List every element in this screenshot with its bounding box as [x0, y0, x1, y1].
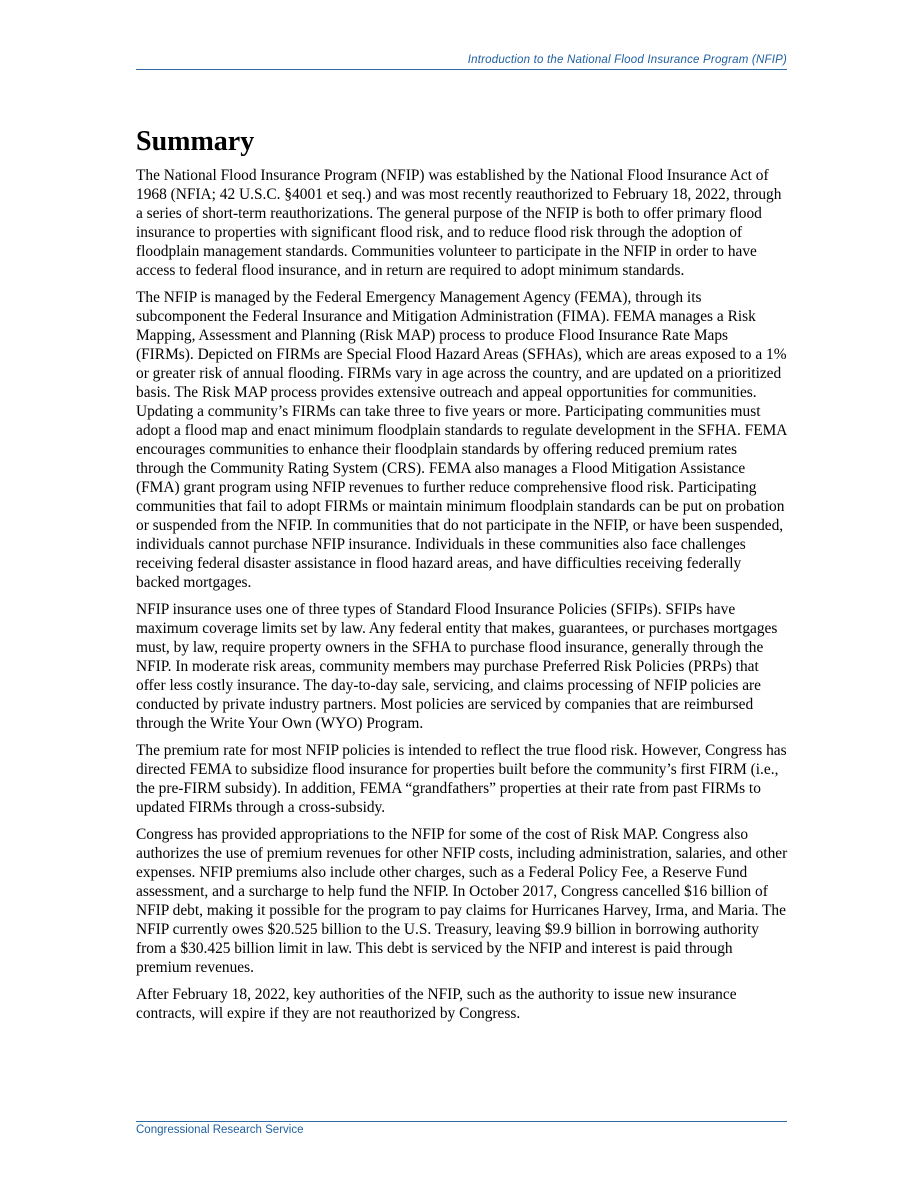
- footer-publisher: Congressional Research Service: [136, 1124, 304, 1136]
- footer-divider: [136, 1121, 787, 1122]
- summary-paragraph-2: The NFIP is managed by the Federal Emergency Management Agency (FEMA), through its subcomponent the Federal Insurance and Mitigation Administration (FIMA). FEMA manages a Risk Mapping, Assessment and Planning (Risk MAP) process to produce Flood Insurance Rate Maps (FIRMs). Depicted on FIRMs are Special Flood Hazard Areas (SFHAs), which are areas exposed to a 1% or greater risk of annual flooding. FIRMs vary in age across the country, and are updated on a prioritized basis. The Risk MAP process provides extensive outreach and appeal opportunities for communities. Updating a community’s FIRMs can take three to five years or more. Participating communities must adopt a flood map and enact minimum floodplain standards to regulate development in the SFHA. FEMA encourages communities to enhance their floodplain standards by offering reduced premium rates through the Community Rating System (CRS). FEMA also manages a Flood Mitigation Assistance (FMA) grant program using NFIP revenues to further reduce comprehensive flood risk. Participating communities that fail to adopt FIRMs or maintain minimum floodplain standards can be put on probation or suspended from the NFIP. In communities that do not participate in the NFIP, or have been suspended, individuals cannot purchase NFIP insurance. Individuals in these communities also face challenges receiving federal disaster assistance in flood hazard areas, and have difficulties receiving federally backed mortgages.: [136, 289, 787, 591]
- summary-section: [136, 124, 788, 1031]
- header-divider: [136, 69, 787, 70]
- summary-paragraph-5: Congress has provided appropriations to the NFIP for some of the cost of Risk MAP. Congress also authorizes the use of premium revenues for other NFIP costs, including administration, salaries, and other expenses. NFIP premiums also include other charges, such as a Federal Policy Fee, a Reserve Fund assessment, and a surcharge to help fund the NFIP. In October 2017, Congress cancelled $16 billion of NFIP debt, making it possible for the program to pay claims for Hurricanes Harvey, Irma, and Maria. The NFIP currently owes $20.525 billion to the U.S. Treasury, leaving $9.9 billion in borrowing authority from a $30.425 billion limit in law. This debt is serviced by the NFIP and interest is paid through premium revenues.: [136, 826, 788, 976]
- running-header-title: Introduction to the National Flood Insurance Program (NFIP): [467, 54, 787, 66]
- summary-paragraph-3: NFIP insurance uses one of three types of Standard Flood Insurance Policies (SFIPs). SFIPs have maximum coverage limits set by law. Any federal entity that makes, guarantees, or purchases mortgages must, by law, require property owners in the SFHA to purchase flood insurance, generally through the NFIP. In moderate risk areas, community members may purchase Preferred Risk Policies (PRPs) that offer less costly insurance. The day-to-day sale, servicing, and claims processing of NFIP policies are conducted by private industry partners. Most policies are serviced by companies that are reimbursed through the Write Your Own (WYO) Program.: [136, 601, 778, 732]
- summary-paragraph-1: The National Flood Insurance Program (NFIP) was established by the National Flood Insurance Act of 1968 (NFIA; 42 U.S.C. §4001 et seq.) and was most recently reauthorized to February 18, 2022, through a series of short-term reauthorizations. The general purpose of the NFIP is both to offer primary flood insurance to properties with significant flood risk, and to reduce flood risk through the adoption of floodplain management standards. Communities volunteer to participate in the NFIP in order to have access to federal flood insurance, and in return are required to adopt minimum standards.: [136, 167, 782, 279]
- summary-paragraph-6: After February 18, 2022, key authorities of the NFIP, such as the authority to issue new insurance contracts, will expire if they are not reauthorized by Congress.: [136, 986, 737, 1022]
- summary-paragraph-4: The premium rate for most NFIP policies is intended to reflect the true flood risk. However, Congress has directed FEMA to subsidize flood insurance for properties built before the community’s first FIRM (i.e., the pre-FIRM subsidy). In addition, FEMA “grandfathers” properties at their rate from past FIRMs to updated FIRMs through a cross-subsidy.: [136, 742, 787, 816]
- page-title: Summary: [136, 126, 255, 157]
